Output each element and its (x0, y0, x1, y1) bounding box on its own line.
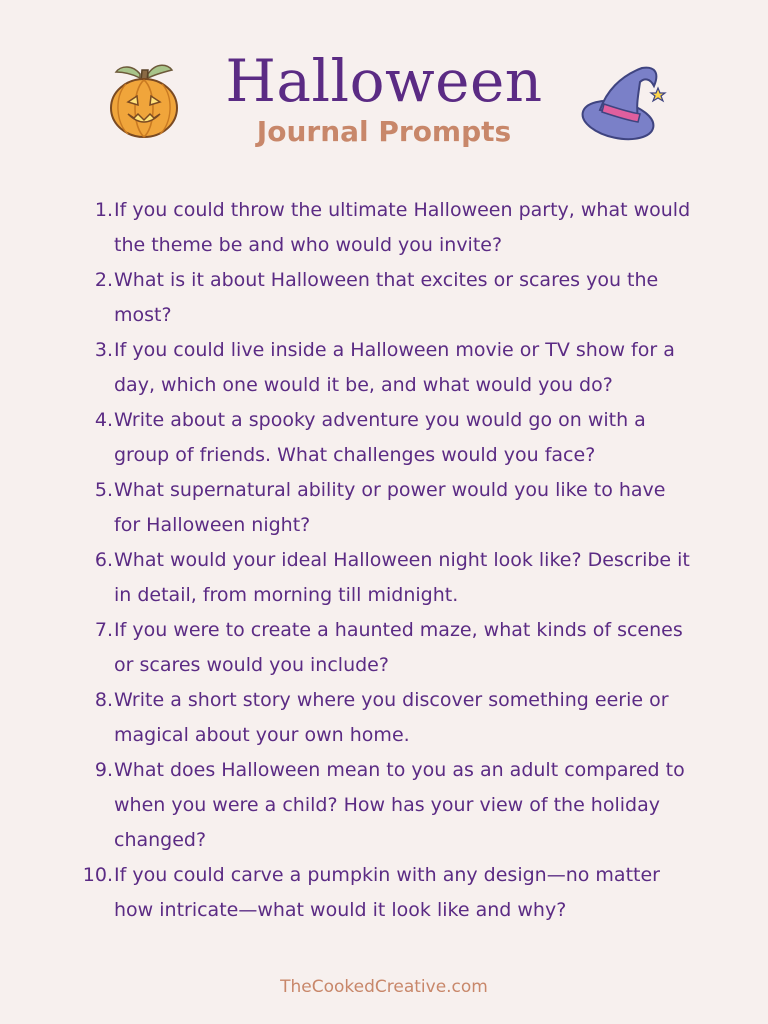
prompt-item (0, 193, 768, 263)
prompt-item (0, 403, 768, 473)
prompt-text: If you could live inside a Halloween movie or TV show for a day, which one would it be, and what would you do? (114, 339, 675, 396)
prompt-number: 10. (82, 864, 113, 886)
prompt-text: If you were to create a haunted maze, what kinds of scenes or scares would you include? (114, 619, 683, 676)
prompt-number: 4. (94, 409, 113, 431)
prompt-text: If you could throw the ultimate Halloween party, what would the theme be and who would you invite? (114, 199, 691, 256)
prompt-item (0, 683, 768, 753)
prompt-number: 7. (94, 619, 113, 641)
page-title: Halloween (225, 47, 543, 115)
header (0, 40, 768, 170)
prompt-number: 3. (94, 339, 113, 361)
prompt-item (0, 263, 768, 333)
prompt-text: Write about a spooky adventure you would go on with a group of friends. What challenges would you face? (114, 409, 646, 466)
prompt-number: 9. (94, 759, 113, 781)
prompt-number: 1. (94, 199, 113, 221)
witch-hat-icon (580, 58, 672, 150)
prompt-number: 6. (94, 549, 113, 571)
prompt-item (0, 753, 768, 858)
prompt-number: 8. (94, 689, 113, 711)
prompt-text: What does Halloween mean to you as an adult compared to when you were a child? How has your view of the holiday changed? (114, 759, 685, 851)
prompt-text: If you could carve a pumpkin with any design—no matter how intricate—what would it look like and why? (114, 864, 660, 921)
prompt-list (0, 193, 768, 928)
prompt-text: What is it about Halloween that excites or scares you the most? (114, 269, 659, 326)
footer-site-link[interactable]: TheCookedCreative.com (280, 977, 488, 997)
prompt-text: What supernatural ability or power would you like to have for Halloween night? (114, 479, 666, 536)
prompt-text: Write a short story where you discover something eerie or magical about your own home. (114, 689, 669, 746)
prompt-text: What would your ideal Halloween night look like? Describe it in detail, from morning till midnight. (114, 549, 690, 606)
prompt-item (0, 543, 768, 613)
page-subtitle: Journal Prompts (256, 115, 512, 148)
prompt-item (0, 333, 768, 403)
prompt-item (0, 858, 768, 928)
prompt-item (0, 613, 768, 683)
prompt-number: 2. (94, 269, 113, 291)
prompt-number: 5. (94, 479, 113, 501)
prompt-item (0, 473, 768, 543)
